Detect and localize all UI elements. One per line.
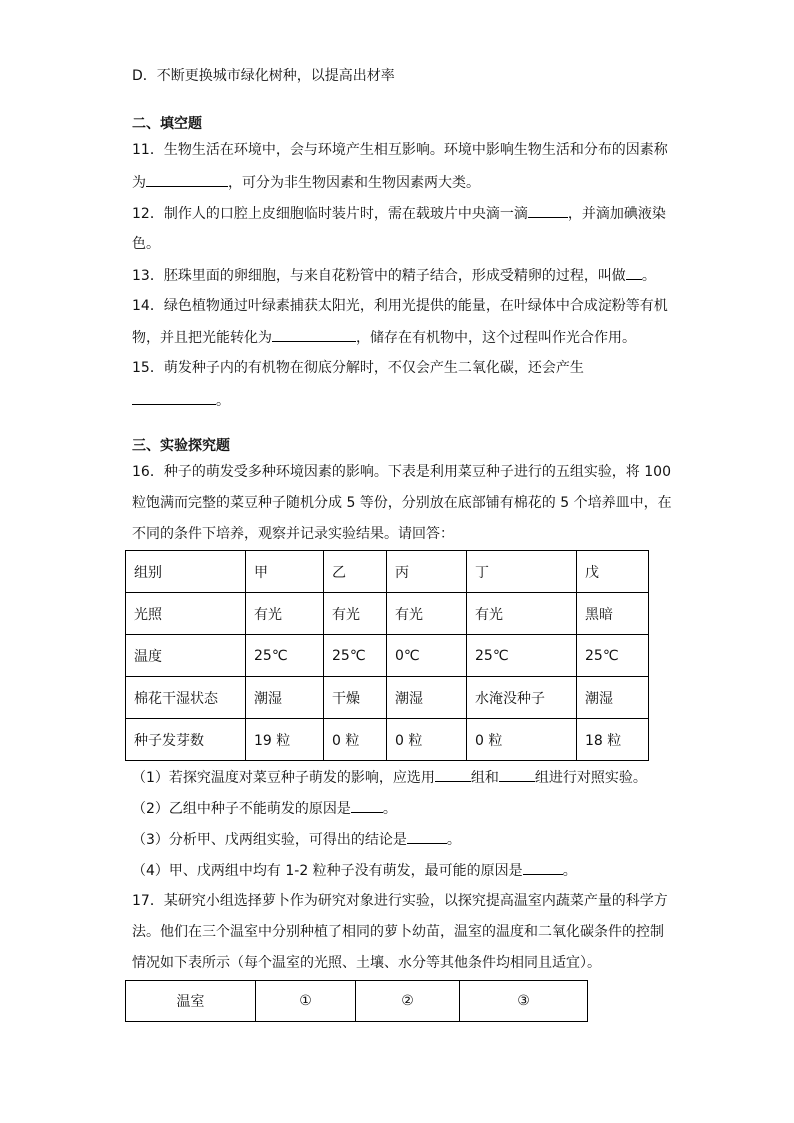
section3-title: 三、实验探究题 [132, 438, 230, 454]
q13-blank [626, 265, 642, 280]
table-cell: 丁 [467, 551, 577, 593]
q17-line3: 情况如下表所示（每个温室的光照、土壤、水分等其他条件均相同且适宜）。 [132, 955, 601, 971]
table-cell: 潮湿 [577, 677, 649, 719]
q13-line [132, 265, 656, 286]
table-cell: 有光 [387, 593, 467, 635]
q17-line2: 法。他们在三个温室中分别种植了相同的萝卜幼苗，温室的温度和二氧化碳条件的控制 [132, 924, 664, 940]
section2-title: 二、填空题 [132, 116, 202, 132]
table-cell: ① [256, 981, 356, 1022]
table-cell: ② [356, 981, 460, 1022]
sub1-blank-1 [435, 767, 471, 782]
sub-question-2 [132, 798, 397, 819]
table-cell: 温室 [126, 981, 256, 1022]
table-cell: 温度 [126, 635, 246, 677]
table-row [126, 677, 649, 719]
table-cell: 黑暗 [577, 593, 649, 635]
table-cell: 潮湿 [387, 677, 467, 719]
q12-line2: 色。 [132, 236, 160, 252]
table-cell: 有光 [246, 593, 324, 635]
sub3-text-b: 。 [446, 832, 461, 848]
table-cell: 0 粒 [387, 719, 467, 761]
sub4-text-b: 。 [562, 863, 577, 879]
q15-line1: 15．萌发种子内的有机物在彻底分解时，不仅会产生二氧化碳，还会产生 [132, 360, 584, 376]
table-cell: 干燥 [324, 677, 387, 719]
q11-blank [146, 172, 228, 187]
table-cell: 乙 [324, 551, 387, 593]
q14-line2 [132, 327, 636, 348]
q13-text-b: 。 [641, 268, 656, 284]
sub-question-1 [132, 767, 647, 788]
sub1-text-a: （1）若探究温度对菜豆种子萌发的影响，应选用 [132, 770, 435, 786]
q13-text-a: 13．胚珠里面的卵细胞，与来自花粉管中的精子结合，形成受精卵的过程，叫做 [132, 268, 626, 284]
q12-blank [528, 203, 568, 218]
table-cell: 棉花干湿状态 [126, 677, 246, 719]
table-cell: 25℃ [324, 635, 387, 677]
q12-text-b: ，并滴加碘液染 [567, 206, 666, 222]
q14-text-b: ，储存在有机物中，这个过程叫作光合作用。 [356, 330, 636, 346]
q16-line2: 粒饱满而完整的菜豆种子随机分成 5 等份，分别放在底部铺有棉花的 5 个培养皿中，在 [132, 495, 672, 511]
q16-line3: 不同的条件下培养，观察并记录实验结果。请回答： [132, 526, 454, 542]
sub-question-3 [132, 829, 461, 850]
table-row [126, 719, 649, 761]
table-cell: 25℃ [577, 635, 649, 677]
table-cell: 0 粒 [324, 719, 387, 761]
table-cell: 25℃ [246, 635, 324, 677]
table-row [126, 635, 649, 677]
q12-text-a: 12．制作人的口腔上皮细胞临时装片时，需在载玻片中央滴一滴 [132, 206, 528, 222]
table-cell: 种子发芽数 [126, 719, 246, 761]
sub-question-4 [132, 860, 577, 881]
sub2-text-a: （2）乙组中种子不能萌发的原因是 [132, 801, 351, 817]
table-row [126, 593, 649, 635]
q14-blank [272, 327, 356, 342]
sub1-blank-2 [499, 767, 535, 782]
table-cell: ③ [460, 981, 588, 1022]
q11-line1: 11．生物生活在环境中，会与环境产生相互影响。环境中影响生物生活和分布的因素称 [132, 142, 668, 158]
q17-line1: 17．某研究小组选择萝卜作为研究对象进行实验，以探究提高温室内蔬菜产量的科学方 [132, 893, 668, 909]
table-cell: 0 粒 [467, 719, 577, 761]
table-cell: 甲 [246, 551, 324, 593]
sub2-text-b: 。 [382, 801, 397, 817]
q14-text-a: 物，并且把光能转化为 [132, 330, 272, 346]
sub4-blank [523, 860, 563, 875]
table-cell: 有光 [467, 593, 577, 635]
q15-line2 [132, 390, 230, 411]
table-row [126, 551, 649, 593]
table-cell: 丙 [387, 551, 467, 593]
sub1-text-c: 组进行对照实验。 [534, 770, 647, 786]
table-cell: 组别 [126, 551, 246, 593]
sub1-text-b: 组和 [470, 770, 499, 786]
table-cell: 有光 [324, 593, 387, 635]
table-row [126, 981, 588, 1022]
q16-line1: 16．种子的萌发受多种环境因素的影响。下表是利用菜豆种子进行的五组实验，将 100 [132, 464, 671, 480]
table-cell: 光照 [126, 593, 246, 635]
sub4-text-a: （4）甲、戊两组中均有 1-2 粒种子没有萌发，最可能的原因是 [132, 863, 523, 879]
table-cell: 19 粒 [246, 719, 324, 761]
sub3-text-a: （3）分析甲、戊两组实验，可得出的结论是 [132, 832, 407, 848]
q11-line2 [132, 172, 480, 193]
q11-text-a: 为 [132, 175, 146, 191]
sub2-blank [351, 798, 383, 813]
q12-line1 [132, 203, 666, 224]
table-cell: 25℃ [467, 635, 577, 677]
greenhouse-table [125, 980, 588, 1022]
table-cell: 0℃ [387, 635, 467, 677]
seed-germination-table [125, 550, 649, 761]
q14-line1: 14．绿色植物通过叶绿素捕获太阳光，利用光提供的能量，在叶绿体中合成淀粉等有机 [132, 298, 668, 314]
table-cell: 18 粒 [577, 719, 649, 761]
table-cell: 水淹没种子 [467, 677, 577, 719]
q11-text-b: ，可分为非生物因素和生物因素两大类。 [228, 175, 480, 191]
option-d: D．不断更换城市绿化树种，以提高出材率 [132, 68, 395, 84]
table-cell: 戊 [577, 551, 649, 593]
q15-text-b: 。 [216, 393, 230, 409]
table-cell: 潮湿 [246, 677, 324, 719]
q15-blank [132, 390, 216, 405]
sub3-blank [407, 829, 447, 844]
